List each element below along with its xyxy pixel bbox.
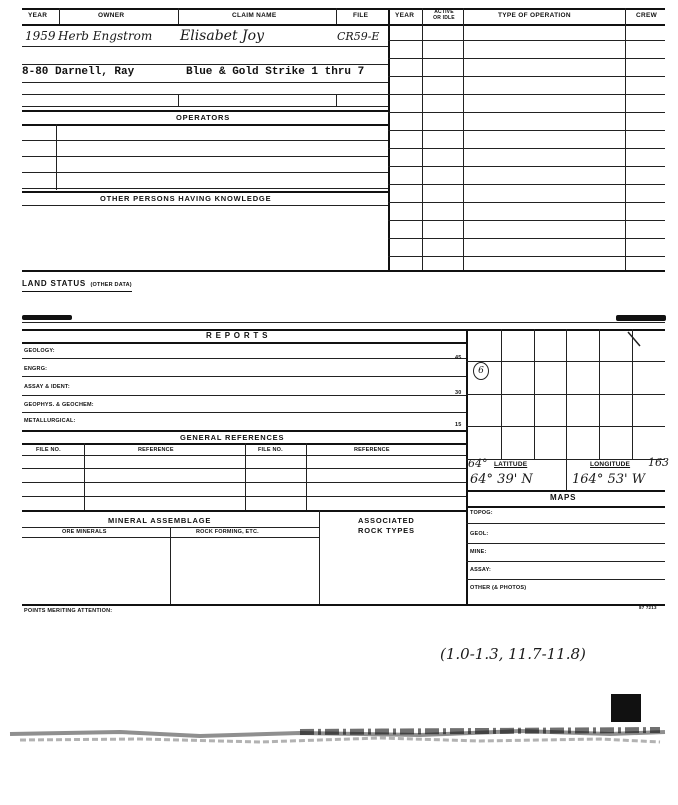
col-crew-header: CREW: [636, 12, 658, 19]
grid-diagonal-stroke: [626, 330, 642, 348]
report-geology: GEOLOGY:: [24, 348, 55, 354]
col-owner-header: OWNER: [98, 12, 125, 19]
grid-circle-mark: [473, 362, 489, 380]
scan-bar-left: [22, 315, 72, 320]
ref-reference-2: REFERENCE: [354, 447, 390, 453]
lat-degree-mark: 64°: [468, 457, 488, 470]
rock-forming-header: ROCK FORMING, ETC.: [196, 529, 259, 535]
col-year2-header: YEAR: [395, 12, 415, 19]
ore-minerals-header: ORE MINERALS: [62, 529, 107, 535]
points-meriting-attention: POINTS MERITING ATTENTION:: [24, 608, 113, 614]
map-topog: TOPOG:: [470, 510, 493, 516]
owner-row-1-claim: Elisabet Joy: [180, 28, 264, 44]
longitude-label: LONGITUDE: [590, 461, 631, 468]
margin-15: 15: [455, 422, 462, 428]
map-other: OTHER (& PHOTOS): [470, 585, 527, 591]
maps-heading: MAPS: [550, 493, 577, 502]
land-status-sub: (OTHER DATA): [90, 282, 132, 288]
col-claim-name-header: CLAIM NAME: [232, 12, 277, 19]
col-idle-label: OR IDLE: [433, 15, 455, 21]
other-persons-heading: OTHER PERSONS HAVING KNOWLEDGE: [100, 194, 272, 203]
land-status-heading: [22, 273, 132, 292]
report-assay: ASSAY & IDENT:: [24, 384, 70, 390]
land-status-label: LAND STATUS: [22, 279, 87, 288]
margin-30: 30: [455, 390, 462, 396]
col-type-header: TYPE OF OPERATION: [498, 12, 571, 19]
scan-noise-band: [0, 712, 678, 752]
form-number: 87 7213: [639, 605, 657, 610]
map-geol: GEOL:: [470, 531, 489, 537]
lon-degree-mark: 163: [648, 456, 669, 469]
report-geophys: GEOPHYS. & GEOCHEM:: [24, 402, 94, 408]
ref-file-no-2: FILE NO.: [258, 447, 283, 453]
associated-rock-types-1: ASSOCIATED: [358, 516, 415, 525]
latitude-label: LATITUDE: [494, 461, 528, 468]
owner-row-1-file: CR59-E: [337, 30, 380, 43]
latitude-value: 64° 39' N: [470, 472, 533, 487]
margin-45: 45: [455, 355, 462, 361]
associated-rock-types-2: ROCK TYPES: [358, 526, 415, 535]
ref-file-no-1: FILE NO.: [36, 447, 61, 453]
map-assay: ASSAY:: [470, 567, 492, 573]
longitude-value: 164° 53' W: [572, 472, 646, 487]
handwritten-coordinates-note: (1.0-1.3, 11.7-11.8): [440, 645, 586, 663]
map-mine: MINE:: [470, 549, 487, 555]
scan-bar-right: [616, 315, 666, 321]
report-metallurgical: METALLURGICAL:: [24, 418, 76, 424]
owner-row-1-year: 1959: [25, 29, 56, 43]
mineral-assemblage-heading: MINERAL ASSEMBLAGE: [108, 516, 212, 525]
report-engrg: ENGRG:: [24, 366, 48, 372]
owner-row-2-claim: Blue & Gold Strike 1 thru 7: [186, 66, 365, 78]
col-year-header: YEAR: [28, 12, 48, 19]
owner-row-2-entry: 8-80 Darnell, Ray: [22, 66, 135, 78]
grid-mark-text: 6: [478, 366, 484, 376]
operators-heading: OPERATORS: [176, 113, 231, 122]
reports-heading: R E P O R T S: [206, 331, 269, 340]
col-active-header: [426, 9, 462, 21]
col-file-header: FILE: [353, 12, 369, 19]
general-references-heading: GENERAL REFERENCES: [180, 433, 285, 442]
owner-row-1-owner: Herb Engstrom: [58, 29, 153, 43]
col-active-label: ACTIVE: [434, 9, 454, 15]
ref-reference-1: REFERENCE: [138, 447, 174, 453]
